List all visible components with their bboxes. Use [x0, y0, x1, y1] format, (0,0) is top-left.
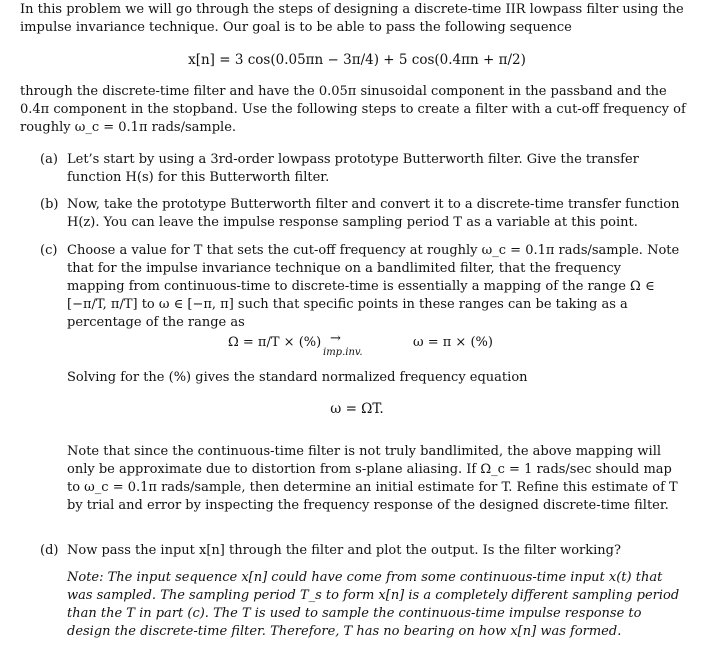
mapping-right-equation: ω = π × (%)	[413, 335, 493, 350]
sequence-equation: x[n] = 3 cos(0.05πn − 3π/4) + 5 cos(0.4πn + π/2)	[188, 52, 526, 68]
part-c-label: (c)	[40, 243, 58, 258]
mapping-arrow-label: imp.inv.	[323, 347, 363, 358]
part-d-label: (d)	[40, 543, 59, 558]
mapping-left-equation: Ω = π/T × (%)	[228, 335, 322, 350]
objective-paragraph: through the discrete-time filter and have the 0.05π sinusoidal component in the passband and the 0.4π component in the stopband. Use the following steps to create a filter with a cut-off frequency of roughly ω_c = 0.1π rads/sample.	[20, 84, 686, 135]
part-c-text: Choose a value for T that sets the cut-off frequency at roughly ω_c = 0.1π rads/sample. Note that for the impulse invariance technique on a bandlimited filter, that the frequency mapping from continuous-time to discrete-time is essentially a mapping of the range Ω ∈ [−π/T, π/T] to ω ∈ [−π, π] such that specific points in these ranges can be taking as a percentage of the range as	[67, 243, 680, 330]
intro-paragraph: In this problem we will go through the steps of designing a discrete-time IIR lowpass filter using the impulse invariance technique. Our goal is to be able to pass the following sequence	[20, 2, 684, 35]
part-b-label: (b)	[40, 197, 59, 212]
part-c-note: Note that since the continuous-time filter is not truly bandlimited, the above mapping will only be approximate due to distortion from s-plane aliasing. If Ω_c = 1 rads/sec should map to ω_c = 0.1π rads/sample, then determine an initial estimate for T. Refine this estimate of T by trial and error by inspecting the frequency response of the designed discrete-time filter.	[67, 444, 678, 513]
part-c-solving-text: Solving for the (%) gives the standard normalized frequency equation	[67, 370, 528, 385]
part-b-text: Now, take the prototype Butterworth filter and convert it to a discrete-time transfer function H(z). You can leave the impulse response sampling period T as a variable at this point.	[67, 197, 680, 230]
part-d-text: Now pass the input x[n] through the filter and plot the output. Is the filter working?	[67, 543, 621, 558]
mapping-arrow: →	[330, 331, 341, 346]
part-d-note: Note: The input sequence x[n] could have come from some continuous-time input x(t) that was sampled. The sampling period T_s to form x[n] is a completely different sampling period than the T in part (c). The T is used to sample the continuous-time impulse response to design the discrete-time filter. Therefore, T has no bearing on how x[n] was formed.	[67, 570, 680, 639]
part-a-text: Let’s start by using a 3rd-order lowpass prototype Butterworth filter. Give the transfer function H(s) for this Butterworth filter.	[67, 152, 639, 185]
normalized-frequency-equation: ω = ΩT.	[330, 401, 384, 417]
part-a-label: (a)	[40, 152, 58, 167]
